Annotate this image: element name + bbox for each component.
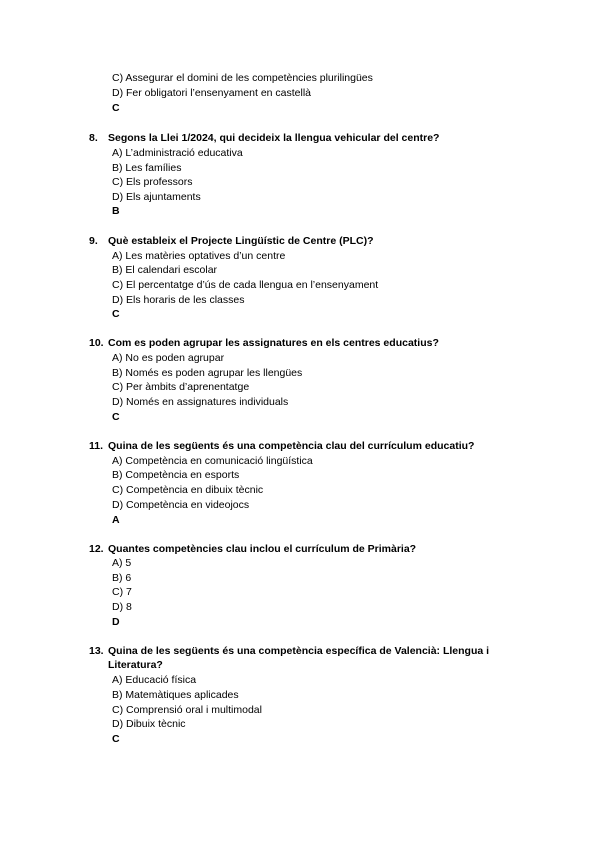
question-text: Quina de les següents és una competència clau del currículum educatiu?	[108, 440, 475, 452]
question-number: 13.	[89, 645, 104, 657]
option-line: D) Dibuix tècnic	[112, 718, 186, 730]
option-line: C) 7	[112, 586, 132, 598]
question-number: 10.	[89, 337, 104, 349]
option-line: B) El calendari escolar	[112, 264, 218, 276]
option-line: A) No es poden agrupar	[112, 352, 225, 364]
option-line: B) 6	[112, 572, 132, 584]
question-text: Quantes competències clau inclou el currículum de Primària?	[108, 543, 417, 555]
option-line: B) Només es poden agrupar les llengües	[112, 367, 303, 379]
option-line: A) Educació física	[112, 674, 197, 686]
option-line: D) Competència en videojocs	[112, 499, 250, 511]
option-line: A) Les matèries optatives d’un centre	[112, 250, 286, 262]
option-line: A) 5	[112, 557, 132, 569]
option-line: C) Per àmbits d’aprenentatge	[112, 381, 250, 393]
option-line: C) Assegurar el domini de les competències plurilingües	[112, 72, 373, 84]
answer-key: C	[112, 308, 120, 320]
question-number: 12.	[89, 543, 104, 555]
question-text: Què estableix el Projecte Lingüístic de Centre (PLC)?	[108, 235, 374, 247]
option-line: A) L’administració educativa	[112, 147, 243, 159]
option-line: C) Els professors	[112, 176, 193, 188]
option-line: C) Competència en dibuix tècnic	[112, 484, 264, 496]
answer-key: C	[112, 733, 120, 745]
option-line: C) El percentatge d’ús de cada llengua en l’ensenyament	[112, 279, 379, 291]
answer-key: C	[112, 102, 120, 114]
question-text: Com es poden agrupar les assignatures en els centres educatius?	[108, 337, 439, 349]
option-line: D) Els ajuntaments	[112, 191, 201, 203]
option-line: C) Comprensió oral i multimodal	[112, 704, 262, 716]
answer-key: D	[112, 616, 120, 628]
question-number: 8.	[89, 132, 98, 144]
question-number: 11.	[89, 440, 104, 452]
question-number: 9.	[89, 235, 98, 247]
option-line: B) Matemàtiques aplicades	[112, 689, 239, 701]
option-line: B) Competència en esports	[112, 469, 240, 481]
option-line: D) Només en assignatures individuals	[112, 396, 289, 408]
option-line: B) Les famílies	[112, 162, 182, 174]
option-line: A) Competència en comunicació lingüística	[112, 455, 313, 467]
answer-key: A	[112, 514, 120, 526]
answer-key: C	[112, 411, 120, 423]
option-line: D) 8	[112, 601, 132, 613]
option-line: D) Els horaris de les classes	[112, 294, 245, 306]
answer-key: B	[112, 205, 120, 217]
option-line: D) Fer obligatori l’ensenyament en castellà	[112, 87, 312, 99]
question-text: Quina de les següents és una competència específica de Valencià: Llengua i Literatura?	[108, 645, 490, 671]
question-text: Segons la Llei 1/2024, qui decideix la llengua vehicular del centre?	[108, 132, 440, 144]
